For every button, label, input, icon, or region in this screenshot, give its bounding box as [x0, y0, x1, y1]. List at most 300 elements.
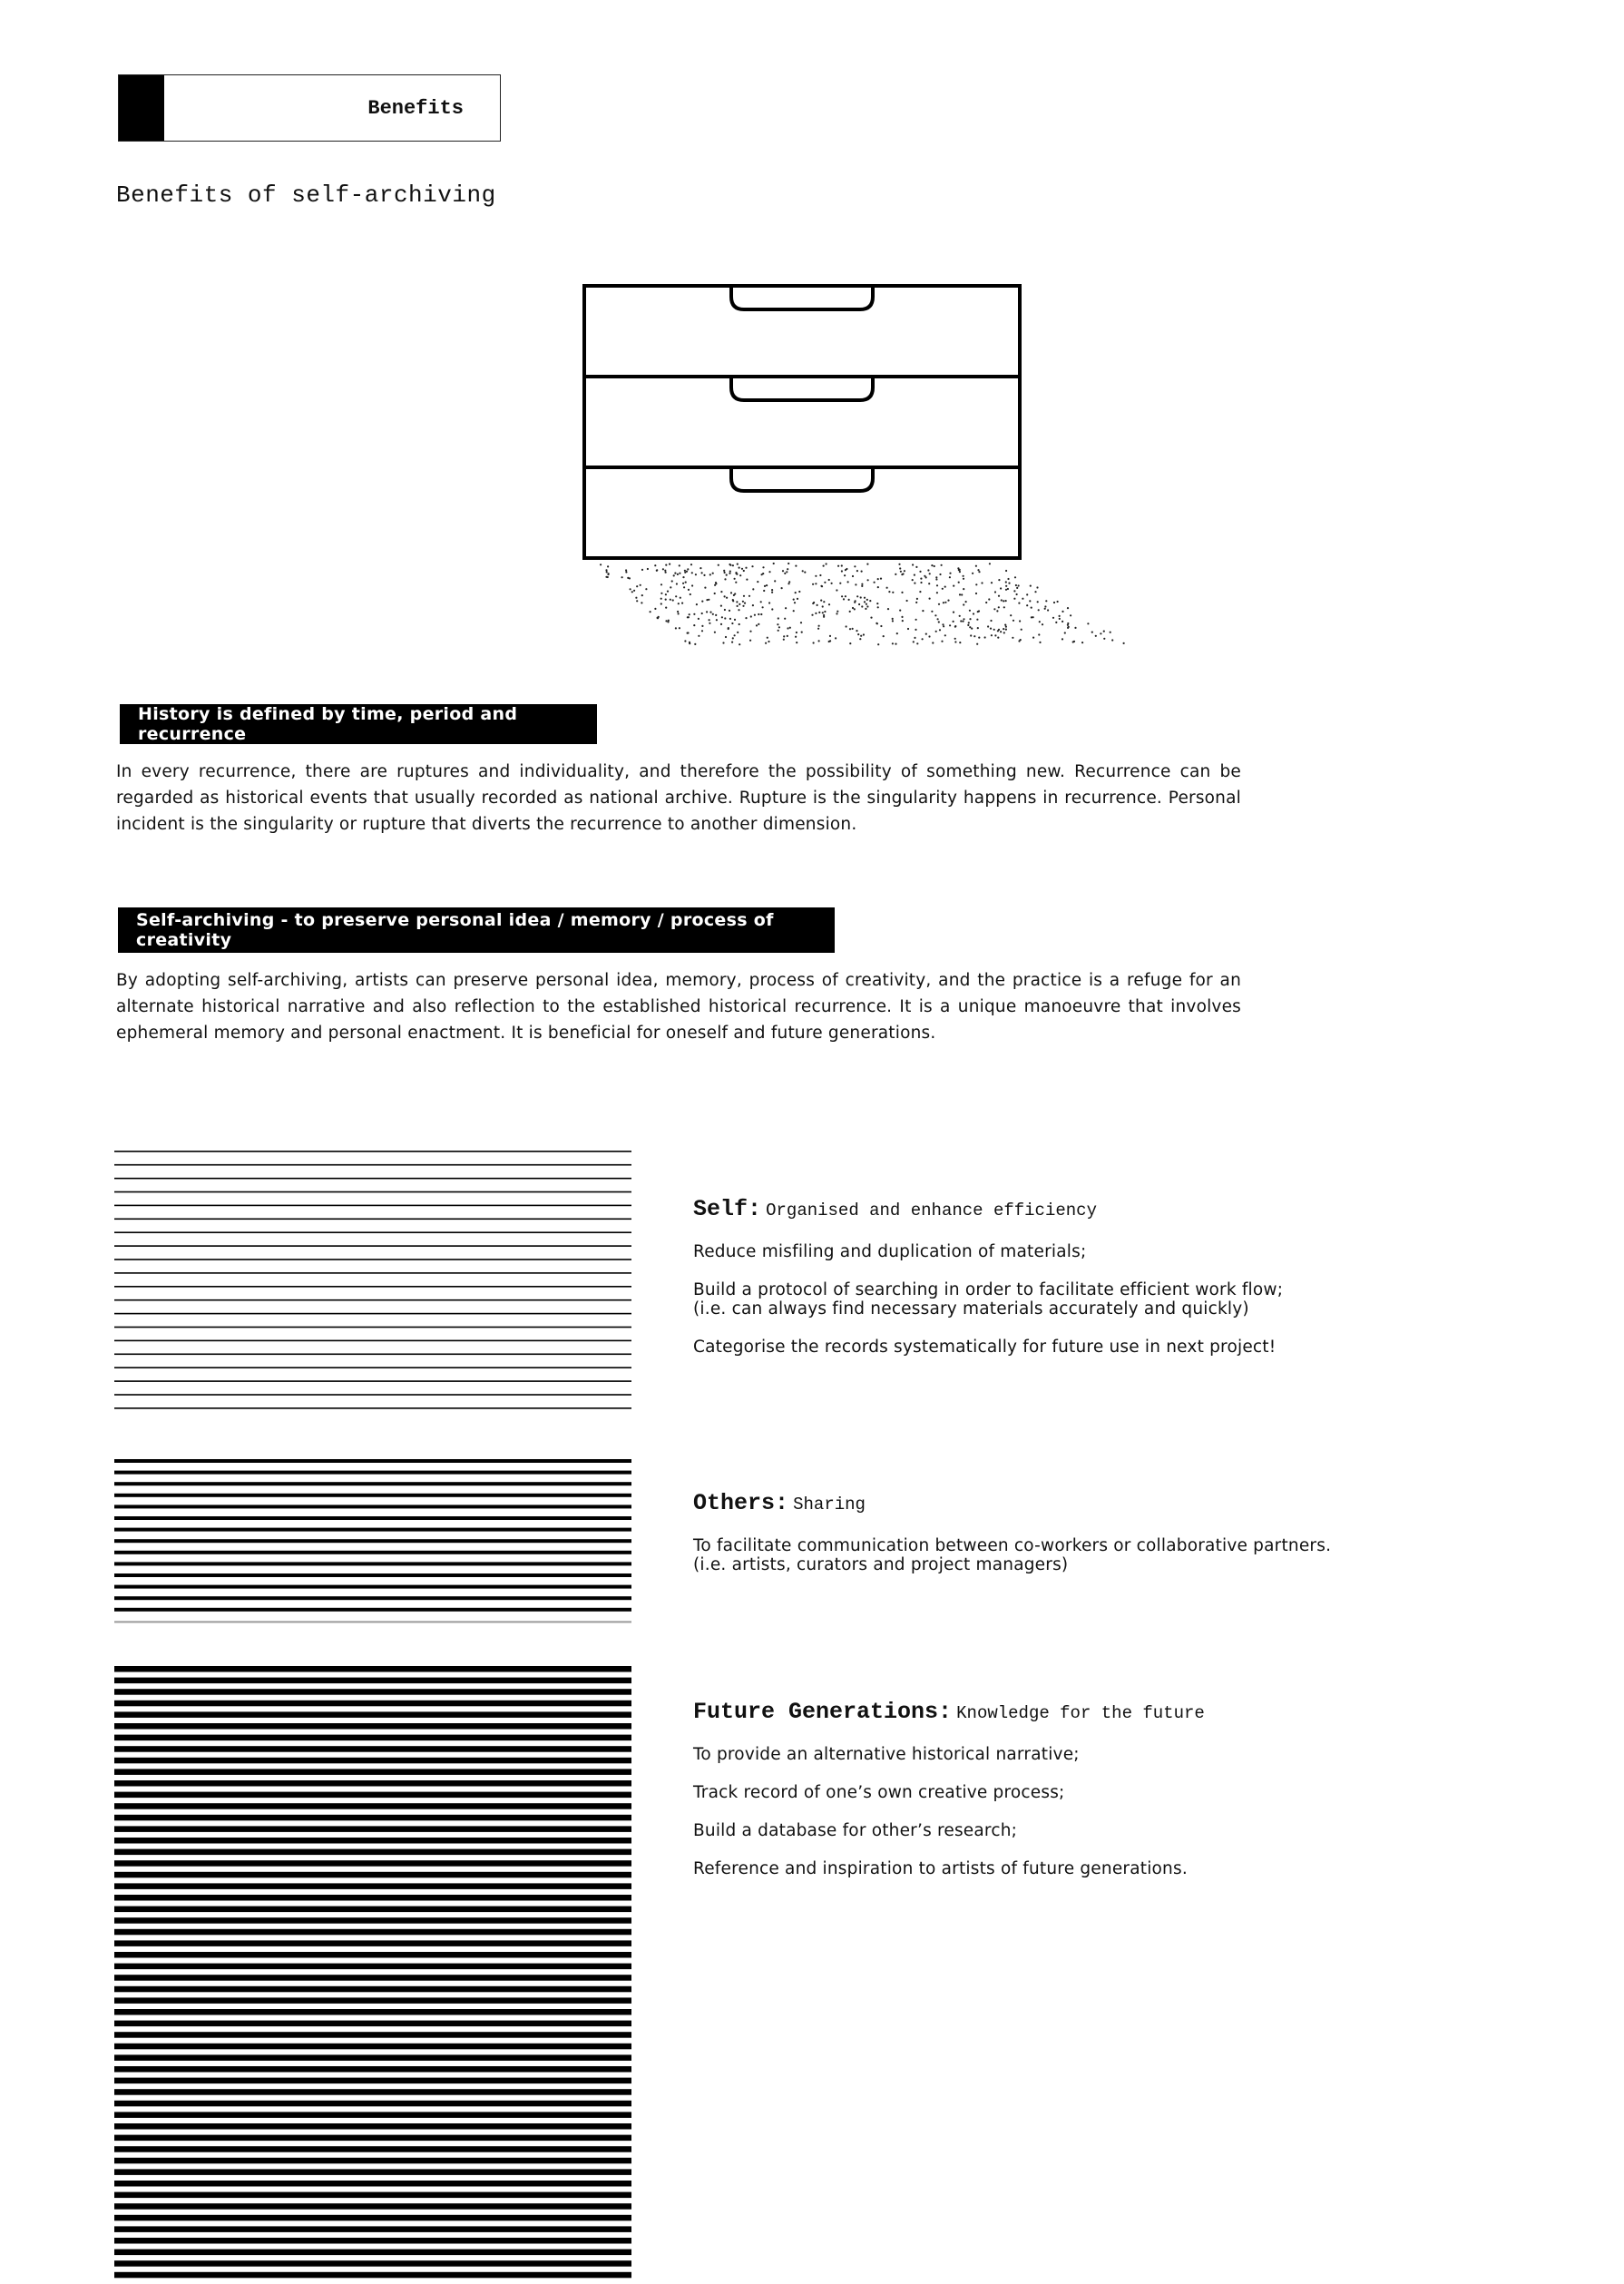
stipple-dot — [959, 593, 961, 595]
stipple-dot — [812, 583, 814, 585]
stipple-dot — [664, 570, 666, 572]
list-item — [693, 1783, 1437, 1802]
stipple-dot — [1026, 593, 1028, 595]
decorative-line — [114, 1608, 631, 1612]
decorative-line — [114, 1407, 631, 1409]
stipple-dot — [701, 601, 703, 603]
decorative-line — [114, 1394, 631, 1396]
stipple-dot — [963, 618, 964, 620]
history-heading: History is defined by time, period and recurrence — [120, 704, 597, 744]
stipple-dot — [975, 593, 977, 594]
stipple-dot — [709, 612, 711, 613]
stipple-dot — [788, 563, 789, 564]
stipple-dot — [836, 589, 837, 591]
stipple-dot — [981, 582, 983, 583]
stipple-dot — [1005, 600, 1007, 602]
stipple-dot — [852, 607, 854, 609]
stipple-dot — [722, 642, 724, 643]
stipple-dot — [988, 598, 990, 600]
stipple-dot — [929, 573, 931, 574]
stipple-dot — [991, 634, 993, 636]
list-item — [693, 1338, 1437, 1357]
decorative-line — [114, 2215, 631, 2221]
stipple-dot — [762, 606, 764, 608]
stipple-dot — [922, 610, 924, 612]
stipple-dot — [829, 635, 831, 637]
stipple-dot — [726, 574, 728, 576]
stipple-dot — [969, 626, 971, 628]
stipple-dot — [936, 592, 938, 593]
decorative-line — [114, 1975, 631, 1981]
decorative-line — [114, 2123, 631, 2130]
stipple-dot — [729, 564, 731, 566]
stipple-dot — [665, 564, 667, 566]
stipple-dot — [976, 643, 978, 645]
stipple-dot — [675, 627, 677, 629]
stipple-dot — [721, 616, 723, 618]
stipple-dot — [607, 576, 609, 578]
stipple-dot — [636, 600, 638, 602]
stipple-dot — [1031, 607, 1032, 609]
decorative-line — [114, 2089, 631, 2095]
decorative-line — [114, 2032, 631, 2038]
stipple-dot — [680, 597, 681, 599]
stipple-dot — [742, 601, 744, 603]
stipple-dot — [732, 600, 734, 602]
stipple-dot — [795, 636, 797, 638]
stipple-dot — [928, 635, 930, 637]
stipple-dot — [630, 588, 631, 590]
group-subtitle: Organised and enhance efficiency — [766, 1201, 1097, 1220]
stipple-dot — [959, 642, 961, 643]
stipple-dot — [1103, 631, 1105, 632]
stipple-dot — [864, 601, 866, 603]
stipple-dot — [818, 625, 820, 627]
decorative-line — [114, 1471, 631, 1475]
stipple-dot — [633, 590, 635, 592]
stipple-dot — [641, 594, 643, 596]
decorative-line — [114, 1711, 631, 1718]
stipple-dot — [919, 591, 921, 593]
decorative-line — [114, 1259, 631, 1260]
stipple-dot — [715, 582, 717, 583]
stipple-dot — [811, 614, 813, 616]
stipple-dot — [607, 565, 609, 567]
stipple-dot — [734, 634, 736, 636]
stipple-dot — [934, 614, 936, 616]
stipple-dot — [857, 633, 859, 635]
decorative-line — [114, 1952, 631, 1958]
stipple-dot — [866, 564, 868, 565]
stipple-dot — [1111, 639, 1113, 641]
stipple-dot — [726, 597, 728, 599]
stipple-dot — [774, 580, 776, 582]
stipple-dot — [920, 582, 922, 583]
stipple-dot — [665, 607, 667, 609]
stipple-dot — [854, 608, 856, 610]
stipple-dot — [684, 572, 686, 573]
stipple-dot — [605, 569, 607, 571]
stipple-dot — [730, 592, 732, 593]
stipple-dot — [1047, 609, 1049, 611]
list-item — [693, 1745, 1437, 1764]
stipple-dot — [997, 637, 999, 639]
stipple-dot — [1016, 593, 1018, 595]
stipple-dot — [914, 574, 915, 576]
stipple-dot — [865, 608, 866, 610]
stipple-dot — [783, 635, 785, 637]
decorative-line — [114, 2078, 631, 2084]
stipple-dot — [689, 613, 690, 615]
stipple-dot — [990, 628, 992, 630]
stipple-dot — [718, 564, 719, 566]
stipple-dot — [739, 623, 740, 625]
stipple-dot — [737, 632, 739, 633]
stipple-dot — [693, 624, 695, 626]
decorative-line — [114, 1494, 631, 1497]
decorative-line — [114, 1219, 631, 1220]
stipple-dot — [788, 581, 790, 583]
stipple-dot — [1005, 626, 1007, 628]
stipple-dot — [1018, 584, 1020, 586]
stipple-dot — [716, 619, 718, 621]
stipple-dot — [608, 573, 610, 574]
stipple-dot — [953, 621, 954, 622]
stipple-dot — [960, 620, 962, 622]
stipple-dot — [670, 599, 671, 601]
stipple-dot — [723, 570, 725, 572]
decorative-line — [114, 2272, 631, 2279]
decorative-line — [114, 1917, 631, 1924]
stipple-dot — [993, 629, 995, 631]
stipple-dot — [815, 583, 817, 584]
stipple-dot — [936, 584, 938, 586]
decorative-line — [114, 2135, 631, 2142]
stipple-dot — [1030, 585, 1032, 587]
stipple-dot — [709, 573, 711, 575]
stipple-dot — [913, 641, 915, 642]
stipple-dot — [1110, 632, 1111, 633]
stipple-dot — [932, 642, 934, 643]
benefit-group-future — [693, 1699, 1437, 1897]
stipple-dot — [963, 588, 964, 590]
medium-lines-graphic — [114, 1459, 631, 1635]
decorative-line — [114, 2260, 631, 2267]
stipple-dot — [998, 629, 1000, 631]
stipple-dot — [877, 606, 879, 608]
stipple-dot — [1013, 620, 1014, 622]
stipple-dot — [679, 573, 680, 574]
stipple-dot — [899, 567, 901, 569]
stipple-dot — [985, 602, 987, 603]
stipple-dot — [766, 584, 768, 586]
stipple-dot — [784, 618, 786, 620]
group-title — [693, 1196, 1437, 1222]
stipple-dot — [942, 588, 944, 590]
stipple-dot — [787, 568, 788, 570]
decorative-line — [114, 1231, 631, 1233]
stipple-dot — [1059, 615, 1061, 617]
stipple-dot — [689, 642, 690, 643]
stipple-dot — [1020, 639, 1022, 641]
stipple-dot — [892, 592, 894, 593]
stipple-dot — [758, 623, 759, 625]
stipple-dot — [1039, 621, 1041, 622]
stipple-dot — [1057, 601, 1059, 603]
stipple-dot — [714, 632, 716, 633]
stipple-dot — [973, 635, 975, 637]
stipple-dot — [739, 567, 740, 569]
stipple-dot — [961, 593, 963, 595]
stipple-dot — [869, 600, 871, 602]
stipple-dot — [1100, 632, 1101, 634]
stipple-dot — [715, 614, 717, 616]
stipple-dot — [600, 564, 602, 565]
list-item-text: Reference and inspiration to artists of future generations. — [693, 1859, 1188, 1878]
stipple-dot — [778, 630, 779, 632]
stipple-dot — [819, 574, 821, 576]
stipple-dot — [687, 568, 689, 570]
stipple-dot — [998, 606, 1000, 608]
decorative-line — [114, 1562, 631, 1565]
stipple-dot — [858, 603, 860, 605]
stipple-dot — [912, 579, 914, 581]
decorative-line — [114, 1735, 631, 1741]
stipple-dot — [734, 619, 736, 621]
stipple-dot — [771, 592, 773, 593]
stipple-dot — [681, 603, 683, 604]
decorative-line — [114, 1907, 631, 1913]
stipple-dot — [751, 565, 753, 567]
stipple-dot — [1068, 626, 1070, 628]
stipple-dot — [1022, 598, 1023, 600]
decorative-line — [114, 1178, 631, 1180]
stipple-dot — [657, 617, 659, 619]
stipple-dot — [737, 605, 739, 607]
stipple-dot — [1061, 638, 1063, 640]
stipple-dot — [625, 571, 627, 573]
decorative-line — [114, 1701, 631, 1707]
decorative-line — [114, 1964, 631, 1970]
decorative-line — [114, 2054, 631, 2061]
stipple-dot — [1012, 637, 1013, 639]
stipple-dot — [703, 574, 705, 576]
list-item-text: Track record of one’s own creative process; — [693, 1783, 1065, 1802]
stipple-dot — [925, 576, 927, 578]
decorative-line — [114, 1380, 631, 1382]
stipple-dot — [1087, 622, 1089, 624]
stipple-dot — [762, 566, 764, 568]
stipple-dot — [895, 573, 896, 575]
stipple-dot — [1015, 584, 1017, 586]
drawer-bottom — [584, 467, 1020, 558]
stipple-dot — [1010, 614, 1012, 616]
stipple-dot — [782, 570, 784, 572]
stipple-dot — [928, 583, 930, 584]
stipple-dot — [927, 569, 929, 571]
stipple-dot — [835, 637, 836, 639]
stipple-dot — [994, 634, 996, 636]
stipple-dot — [720, 591, 722, 593]
list-item-text: Categorise the records systematically for future use in next project! — [693, 1338, 1277, 1357]
stipple-dot — [798, 591, 800, 593]
stipple-dot — [828, 579, 830, 581]
stipple-dot — [972, 573, 973, 574]
stipple-dot — [963, 603, 964, 605]
self-archiving-heading: Self-archiving - to preserve personal idea / memory / process of creativity — [118, 907, 835, 953]
stipple-dot — [1000, 631, 1002, 632]
stipple-dot — [744, 603, 746, 604]
stipple-dot — [823, 614, 825, 616]
stipple-dot — [887, 608, 889, 610]
stipple-dot — [671, 580, 673, 582]
stipple-dot — [789, 627, 791, 629]
stipple-dot — [738, 609, 739, 611]
stipple-dot — [915, 619, 917, 621]
stipple-dot — [1013, 598, 1015, 600]
decorative-line — [114, 1803, 631, 1809]
stipple-dot — [1005, 570, 1007, 572]
stipple-dot — [822, 612, 824, 613]
decorative-line — [114, 1872, 631, 1878]
stipple-dot — [731, 642, 733, 643]
decorative-line — [114, 1758, 631, 1764]
stipple-dot — [867, 579, 869, 581]
stipple-dot — [1038, 633, 1040, 635]
stipple-dot — [669, 564, 670, 565]
stipple-dot — [712, 573, 714, 574]
stipple-dot — [978, 637, 980, 639]
stipple-dot — [965, 601, 967, 603]
stipple-dot — [678, 613, 680, 614]
stipple-dot — [784, 573, 786, 574]
stipple-dot — [1005, 585, 1007, 587]
stipple-dot — [847, 581, 849, 583]
stipple-dot — [844, 574, 846, 576]
stipple-dot — [739, 643, 740, 645]
decorative-line — [114, 1151, 631, 1152]
stipple-dot — [777, 623, 778, 625]
stipple-dot — [820, 600, 822, 602]
stipple-dot — [860, 596, 862, 598]
group-category: Future Generations: — [693, 1699, 953, 1725]
stipple-dot — [861, 583, 863, 585]
group-title — [693, 1490, 1437, 1516]
stipple-dot — [818, 612, 820, 613]
stipple-dot — [1052, 617, 1054, 619]
stipple-dot — [1019, 620, 1021, 622]
stipple-dot — [756, 624, 758, 626]
stipple-dot — [749, 631, 751, 632]
stipple-dot — [957, 567, 959, 569]
stipple-dot — [864, 597, 866, 599]
stipple-dot — [739, 574, 741, 576]
stipple-dot — [714, 593, 716, 594]
stipple-dot — [978, 571, 980, 573]
stipple-dot — [731, 622, 733, 624]
stipple-dot — [899, 610, 901, 612]
decorative-line — [114, 1585, 631, 1589]
stipple-dot — [760, 601, 762, 603]
list-item-text: To facilitate communication between co-workers or collaborative partners. — [693, 1536, 1332, 1555]
stipple-dot — [682, 576, 684, 578]
stipple-dot — [732, 637, 734, 639]
decorative-line — [114, 2238, 631, 2244]
stipple-dot — [679, 564, 680, 566]
stipple-dot — [907, 628, 909, 630]
stipple-dot — [877, 578, 879, 580]
decorative-line — [114, 1723, 631, 1730]
stipple-dot — [931, 564, 933, 566]
stipple-dot — [943, 625, 944, 627]
stipple-dot — [1005, 589, 1007, 591]
decorative-line — [114, 2044, 631, 2050]
stipple-dot — [947, 600, 949, 602]
stipple-dot — [996, 610, 998, 612]
stipple-dot — [667, 591, 669, 593]
stipple-dot — [1007, 588, 1009, 590]
stipple-dot — [641, 569, 643, 571]
stipple-dot — [665, 620, 667, 622]
decorative-line — [114, 1313, 631, 1315]
stipple-dot — [1013, 590, 1015, 592]
stipple-dot — [1091, 632, 1093, 633]
stipple-dot — [839, 583, 841, 584]
stipple-dot — [1067, 622, 1069, 624]
decorative-line — [114, 1792, 631, 1799]
stipple-dot — [754, 614, 756, 616]
stipple-dot — [1037, 601, 1039, 603]
stipple-dot — [977, 627, 979, 629]
stipple-dot — [959, 615, 961, 617]
stipple-dot — [818, 640, 820, 642]
stipple-dot — [852, 575, 854, 577]
decorative-line — [114, 1573, 631, 1577]
stipple-dot — [746, 579, 748, 581]
stipple-dot — [836, 613, 837, 614]
stipple-dot — [900, 571, 902, 573]
decorative-line — [114, 1596, 631, 1600]
list-item-text: Build a database for other’s research; — [693, 1821, 1018, 1840]
decorative-line — [114, 2169, 631, 2175]
stipple-dot — [793, 610, 795, 612]
stipple-dot — [1000, 587, 1002, 589]
stipple-dot — [687, 632, 689, 633]
decorative-line — [114, 1986, 631, 1993]
stipple-dot — [654, 564, 656, 566]
stipple-dot — [763, 590, 765, 592]
stipple-dot — [748, 595, 750, 597]
benefit-group-self — [693, 1196, 1437, 1376]
stipple-dot — [971, 628, 973, 630]
stipple-dot — [677, 611, 679, 613]
stipple-dot — [915, 602, 917, 603]
stipple-dot — [939, 629, 941, 631]
stipple-dot — [973, 613, 974, 614]
stipple-dot — [849, 628, 851, 630]
decorative-line — [114, 1299, 631, 1301]
stipple-dot — [735, 582, 737, 583]
stipple-dot — [758, 613, 759, 615]
stipple-dot — [1016, 587, 1018, 589]
stipple-dot — [724, 609, 726, 611]
stipple-dot — [1074, 627, 1076, 629]
stipple-dot — [912, 564, 914, 565]
stipple-dot — [767, 637, 768, 639]
stipple-dot — [859, 638, 861, 640]
stipple-dot — [866, 603, 867, 605]
stipple-dot — [949, 573, 951, 574]
